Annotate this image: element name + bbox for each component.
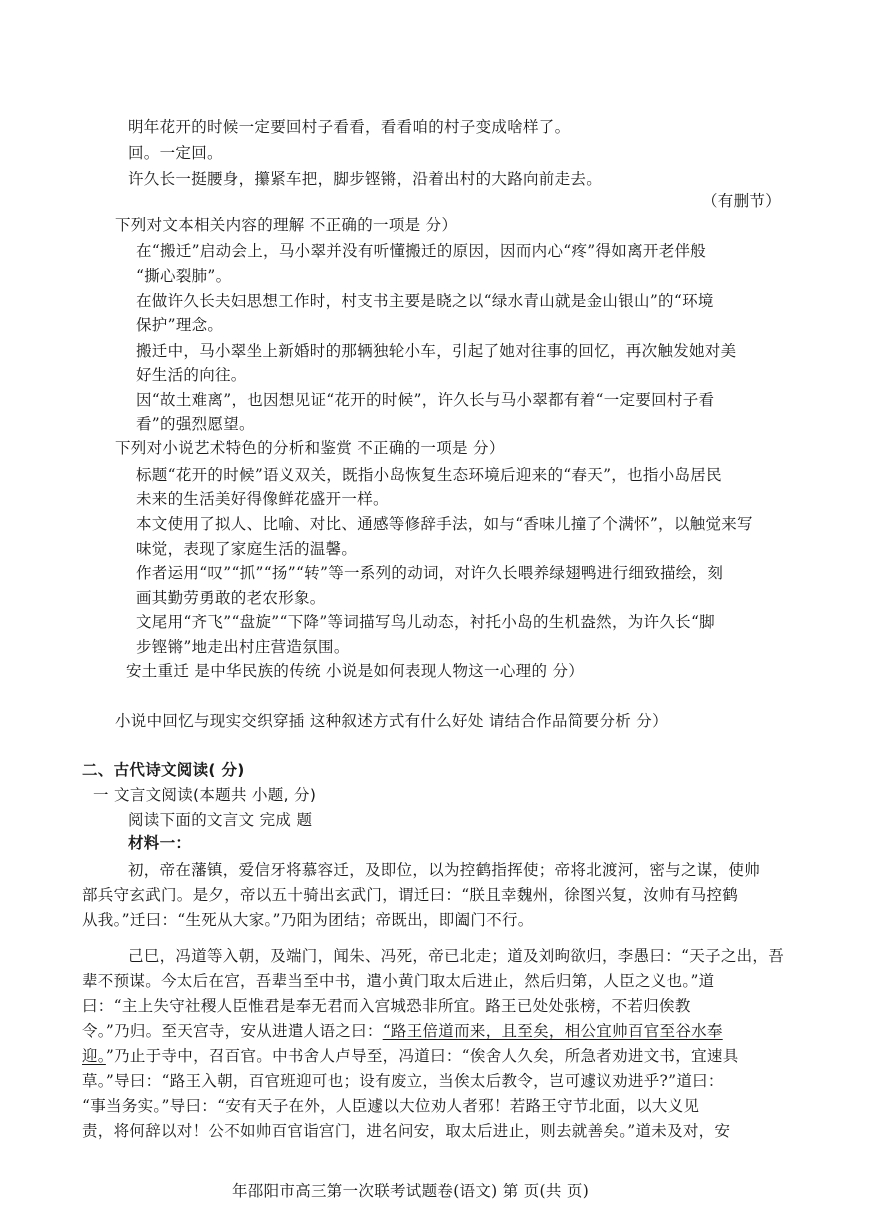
- passage-line: 辈不预谋。今太后在宫，吾辈当至中书，遣小黄门取太后进止，然后归第，人臣之义也。”道: [82, 972, 715, 990]
- q2-option-line: 本文使用了拟人、比喻、对比、通感等修辞手法，如与“香味儿撞了个满怀”，以触觉来写: [136, 515, 753, 533]
- passage-line: 草。”导曰：“路王入朝，百官班迎可也；设有废立，当俟太后教令，岂可遽议劝进乎?”道曰：: [82, 1072, 724, 1090]
- underlined-sentence: “路王倍道而来，且至矣，相公宜帅百官至谷水奉: [382, 1022, 723, 1040]
- passage-line: 初，帝在藩镇，爱信牙将慕容迁，及即位，以为控鹤指挥使；帝将北渡河，密与之谋，使帅: [128, 861, 761, 879]
- reading-instruction: 阅读下面的文言文 完成 题: [128, 811, 313, 829]
- q1-option-line: 看”的强烈愿望。: [136, 415, 255, 433]
- q2-option-line: 文尾用“齐飞”“盘旋”“下降”等词描写鸟儿动态，衬托小岛的生机盎然，为许久长“脚: [136, 613, 715, 631]
- source-note: （有删节）: [702, 192, 782, 210]
- q2-option-line: 画其勤劳勇敢的老农形象。: [136, 589, 326, 607]
- passage-line: [82, 1046, 739, 1066]
- q1-option-line: 搬迁中，马小翠坐上新婚时的那辆独轮小车，引起了她对往事的回忆，再次触发她对美: [136, 342, 737, 360]
- passage-line: 部兵守玄武门。是夕，帝以五十骑出玄武门，谓迁曰：“朕且幸魏州，徐图兴复，汝帅有马控鹤: [82, 886, 739, 904]
- question-4: 小说中回忆与现实交织穿插 这种叙述方式有什么好处 请结合作品简要分析 分）: [115, 712, 668, 730]
- underlined-sentence-end: 迎。: [82, 1047, 106, 1065]
- q1-option-line: “撕心裂肺”。: [136, 267, 232, 285]
- passage-line: 曰：“主上失守社稷人臣惟君是奉无君而入宫城恐非所宜。路王已处处张榜，不若归俟教: [82, 997, 691, 1015]
- q1-option-line: 保护”理念。: [136, 316, 224, 334]
- story-line: 明年花开的时候一定要回村子看看，看看咱的村子变成啥样了。: [128, 118, 571, 136]
- question-3: 安土重迁 是中华民族的传统 小说是如何表现人物这一心理的 分）: [126, 662, 585, 680]
- passage-text: 令。”乃归。至天宫寺，安从进遣人语之曰：: [82, 1022, 383, 1040]
- q1-option-line: 在做许久长夫妇思想工作时，村支书主要是晓之以“绿水青山就是金山银山”的“环境: [136, 292, 714, 310]
- passage-text: ”乃止于寺中，召百官。中书舍人卢导至，冯道曰：“俟舍人久矣，所急者劝进文书，宜速具: [105, 1047, 739, 1065]
- story-line: 许久长一挺腰身，攥紧车把，脚步铿锵，沿着出村的大路向前走去。: [128, 170, 603, 188]
- q2-option-line: 标题“花开的时候”语义双关，既指小岛恢复生态环境后迎来的“春天”，也指小岛居民: [136, 466, 722, 484]
- question-2-stem: 下列对小说艺术特色的分析和鉴赏 不正确的一项是 分）: [115, 439, 505, 457]
- page-footer: 年邵阳市高三第一次联考试题卷(语文) 第 页(共 页): [232, 1182, 590, 1200]
- section-title: 二、古代诗文阅读( 分): [82, 761, 245, 779]
- passage-line: 从我。”迁曰：“生死从大家。”乃阳为团结；帝既出，即阖门不行。: [82, 911, 534, 929]
- story-line: 回。一定回。: [128, 144, 223, 162]
- q1-option-line: 因“故土难离”，也因想见证“花开的时候”，许久长与马小翠都有着“一定要回村子看: [136, 391, 715, 409]
- q2-option-line: 作者运用“叹”“抓”“扬”“转”等一系列的动词，对许久长喂养绿翅鸭进行细致描绘，刻: [136, 564, 724, 582]
- passage-line: 责，将何辞以对！公不如帅百官诣宫门，进名问安，取太后进止，则去就善矣。”道未及对，安: [82, 1122, 731, 1140]
- q2-option-line: 未来的生活美好得像鲜花盛开一样。: [136, 490, 389, 508]
- question-1-stem: 下列对文本相关内容的理解 不正确的一项是 分）: [115, 216, 458, 234]
- q2-option-line: 味觉，表现了家庭生活的温馨。: [136, 540, 358, 558]
- q2-option-line: 步铿锵”地走出村庄营造氛围。: [136, 638, 350, 656]
- q1-option-line: 在“搬迁”启动会上，马小翠并没有听懂搬迁的原因，因而内心“疼”得如离开老伴般: [136, 242, 707, 260]
- q1-option-line: 好生活的向往。: [136, 366, 247, 384]
- passage-line: [82, 1021, 723, 1041]
- subsection-title: 一 文言文阅读(本题共 小题, 分): [93, 786, 317, 804]
- material-label: 材料一：: [128, 834, 192, 852]
- passage-line: 己巳，冯道等入朝，及端门，闻朱、冯死，帝已北走；道及刘昫欲归，李愚曰：“天子之出，吾: [128, 947, 785, 965]
- passage-line: “事当务实。”导曰：“安有天子在外，人臣遽以大位劝人者邪！若路王守节北面，以大义见: [82, 1097, 700, 1115]
